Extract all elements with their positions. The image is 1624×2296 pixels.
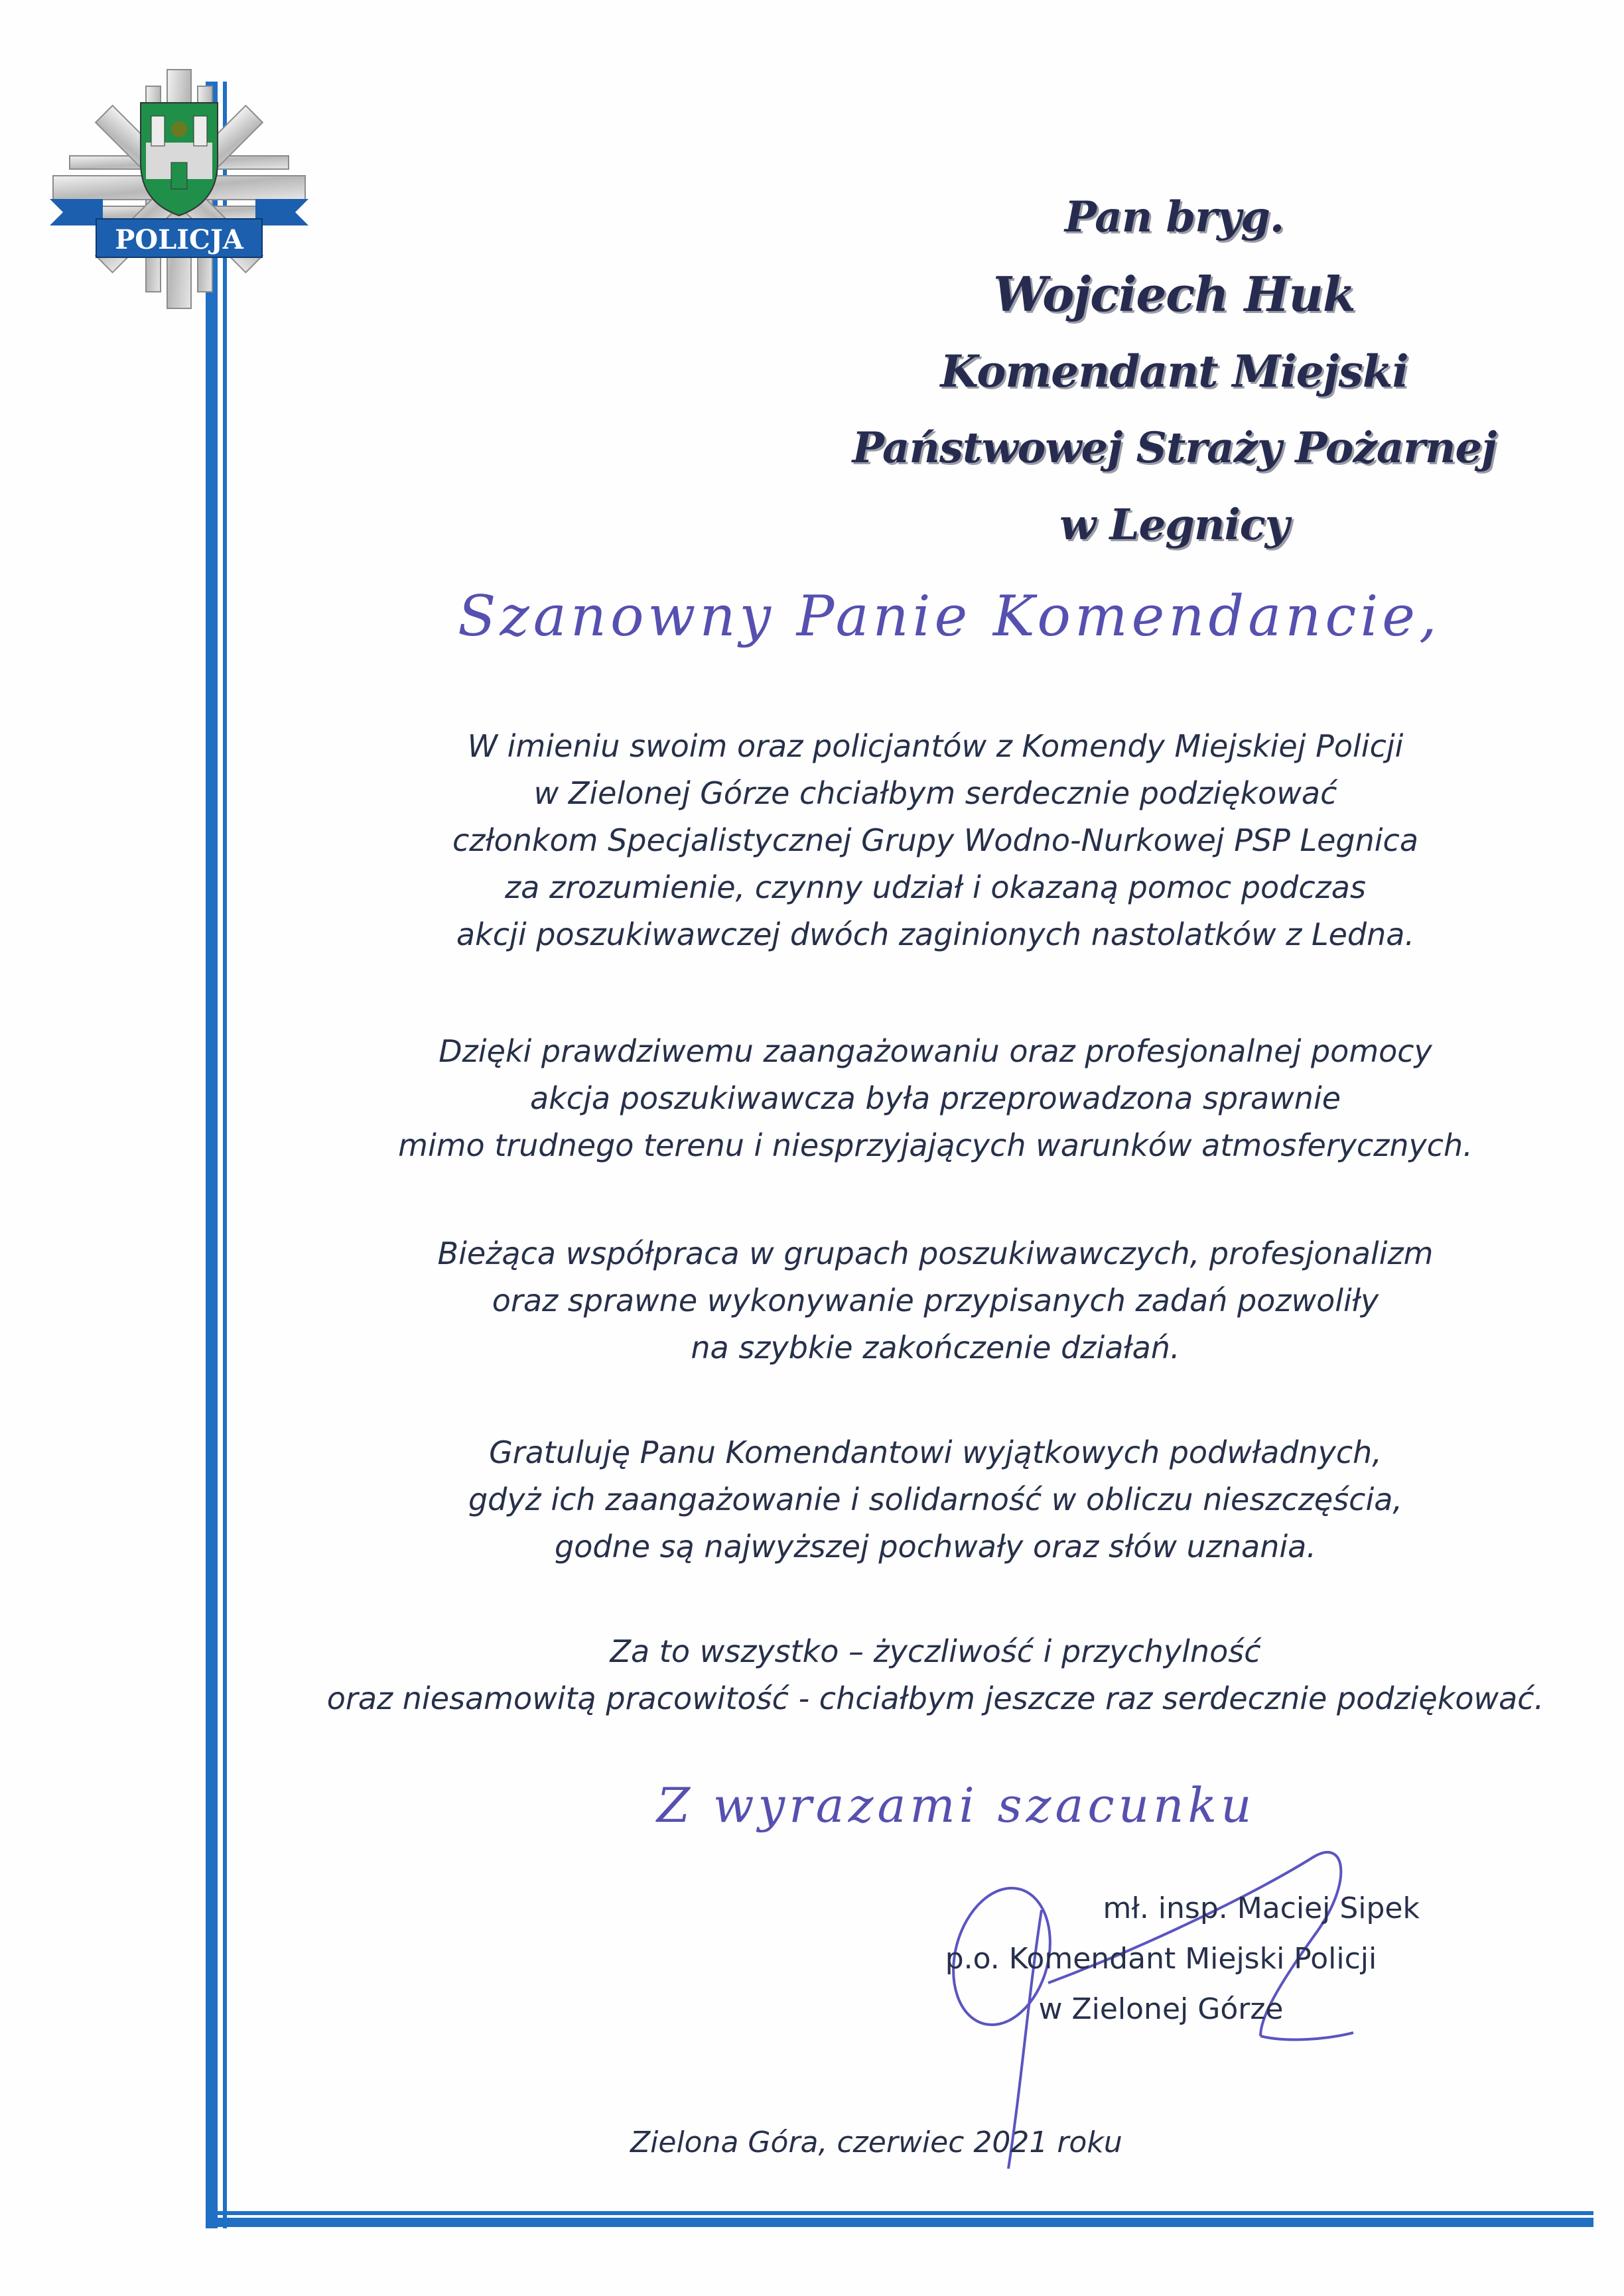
paragraph-line: akcji poszukiwawczej dwóch zaginionych nastolatków z Ledna. — [456, 917, 1415, 952]
handwritten-salutation: Szanowny Panie Komendancie, — [458, 584, 1441, 649]
paragraph-line: oraz sprawne wykonywanie przypisanych zadań pozwoliły — [492, 1283, 1379, 1318]
handwritten-closing: Z wyrazami szacunku — [657, 1777, 1256, 1833]
addressee-block — [816, 179, 1532, 564]
addressee-city: w Legnicy — [1059, 500, 1289, 550]
paragraph-line: akcja poszukiwawcza była przeprowadzona sprawnie — [529, 1080, 1341, 1116]
signature-block — [862, 1883, 1459, 2035]
addressee-name: Wojciech Huk — [993, 266, 1355, 322]
addressee-organization: Państwowej Straży Pożarnej — [852, 423, 1497, 473]
frame-left-thin-bar — [223, 82, 227, 2228]
paragraph-line: za zrozumienie, czynny udział i okazaną pomoc podczas — [505, 869, 1366, 905]
paragraph-3 — [279, 1230, 1592, 1371]
paragraph-line: na szybkie zakończenie działań. — [691, 1330, 1180, 1366]
frame-left-thick-bar — [206, 82, 218, 2228]
frame-bottom-thick-bar — [210, 2218, 1593, 2227]
paragraph-line: w Zielonej Górze chciałbym serdecznie podziękować — [533, 775, 1337, 811]
paragraph-line: gdyż ich zaangażowanie i solidarność w obliczu nieszczęścia, — [468, 1482, 1403, 1517]
paragraph-line: oraz niesamowitą pracowitość - chciałbym jeszcze raz serdecznie podziękować. — [326, 1681, 1544, 1716]
badge-text: POLICJA — [115, 224, 243, 255]
paragraph-1 — [279, 723, 1592, 958]
paragraph-5 — [279, 1628, 1592, 1722]
signer-title: p.o. Komendant Miejski Policji — [945, 1942, 1377, 1976]
addressee-rank: Pan bryg. — [1064, 192, 1284, 242]
paragraph-4 — [279, 1429, 1592, 1570]
paragraph-line: mimo trudnego terenu i niesprzyjających warunków atmosferycznych. — [398, 1127, 1473, 1163]
paragraph-line: Za to wszystko – życzliwość i przychylność — [610, 1633, 1261, 1669]
addressee-title: Komendant Miejski — [940, 346, 1408, 397]
paragraph-2 — [279, 1028, 1592, 1169]
paragraph-line: członkom Specjalistycznej Grupy Wodno-Nurkowej PSP Legnica — [452, 822, 1419, 858]
paragraph-line: Gratuluję Panu Komendantowi wyjątkowych podwładnych, — [489, 1435, 1382, 1470]
paragraph-line: godne są najwyższej pochwały oraz słów uznania. — [555, 1529, 1316, 1564]
signer-location: w Zielonej Górze — [1038, 1992, 1284, 2026]
paragraph-line: W imieniu swoim oraz policjantów z Komendy Miejskiej Policji — [467, 728, 1404, 764]
signer-name: mł. insp. Maciej Sipek — [1103, 1891, 1420, 1925]
frame-bottom-thin-bar — [210, 2211, 1593, 2215]
police-star-badge-icon — [40, 63, 318, 315]
paragraph-line: Dzięki prawdziwemu zaangażowaniu oraz profesjonalnej pomocy — [439, 1033, 1432, 1069]
date-line: Zielona Góra, czerwiec 2021 roku — [630, 2126, 1122, 2159]
paragraph-line: Bieżąca współpraca w grupach poszukiwawczych, profesjonalizm — [437, 1236, 1434, 1271]
